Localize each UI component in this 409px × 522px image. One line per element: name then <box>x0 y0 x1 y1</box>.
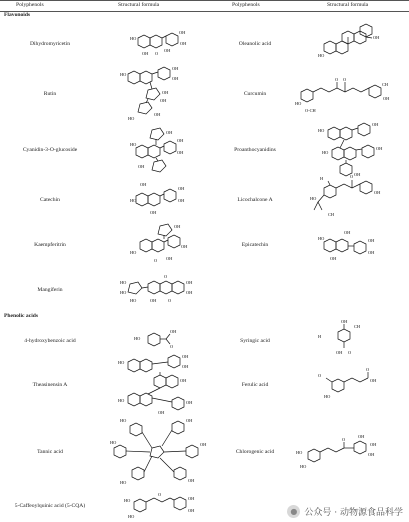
structure-licochalcone-a <box>310 172 400 220</box>
svg-text:HO: HO <box>324 394 331 399</box>
svg-text:O: O <box>158 492 162 497</box>
svg-text:OH: OH <box>138 164 145 169</box>
svg-text:OH: OH <box>336 350 343 355</box>
svg-text:HO: HO <box>120 290 127 295</box>
svg-text:OH: OH <box>344 230 351 235</box>
name-rutin: Rutin <box>43 91 57 97</box>
svg-text:OH: OH <box>164 48 171 53</box>
svg-text:OH: OH <box>358 434 365 439</box>
svg-text:OH: OH <box>177 150 184 155</box>
header-structure-left: Structural formula <box>118 2 160 8</box>
table-header <box>0 0 409 12</box>
name-ferulic-acid: Ferulic acid <box>241 382 269 388</box>
structure-theasinensin-a <box>118 352 208 418</box>
svg-text:OH: OH <box>150 298 157 303</box>
svg-text:HO: HO <box>110 440 117 445</box>
svg-text:OH: OH <box>180 41 187 46</box>
structure-5-caffeoylquinic-acid <box>124 490 204 520</box>
name-cyanidin-3-o-glucoside: Cyanidin-3-O-glucoside <box>22 147 78 153</box>
svg-text:HO: HO <box>130 36 137 41</box>
structure-chlorogenic-acid <box>296 432 396 472</box>
svg-text:OH: OH <box>170 329 177 334</box>
svg-text:HO: HO <box>322 150 329 155</box>
svg-text:OH: OH <box>178 186 185 191</box>
svg-text:HO: HO <box>300 464 307 469</box>
svg-text:HO: HO <box>120 72 127 77</box>
svg-text:OH: OH <box>186 290 193 295</box>
section-flavonoids: Flavonoids <box>4 12 31 18</box>
svg-text:OH: OH <box>172 76 179 81</box>
svg-text:OH: OH <box>181 244 188 249</box>
svg-text:OH: OH <box>370 442 377 447</box>
svg-text:O: O <box>366 367 370 372</box>
svg-text:OH: OH <box>200 442 207 447</box>
svg-text:H: H <box>318 334 322 339</box>
name-proanthocyanidins: Proanthocyanidins <box>234 147 276 153</box>
wechat-icon: ● <box>287 505 300 518</box>
svg-text:CH: CH <box>354 324 361 329</box>
name-curcumin: Curcumin <box>243 91 267 97</box>
svg-text:OH: OH <box>341 319 348 324</box>
name-catechin: Catechin <box>40 197 60 203</box>
structure-ferulic-acid <box>318 368 388 402</box>
name-5-caffeoylquinic-acid: 5-Caffeoylquinic acid (5-CQA) <box>14 503 86 509</box>
svg-text:OH: OH <box>330 256 337 261</box>
svg-text:HO: HO <box>128 116 135 121</box>
structure-dihydromyricetin <box>128 28 188 58</box>
svg-text:O: O <box>348 350 352 355</box>
name-dihydromyricetin: Dihydromyricetin <box>29 41 71 47</box>
name-kaempferitrin: Kaempferitrin <box>34 242 66 248</box>
svg-text:OH: OH <box>166 130 173 135</box>
svg-text:OH: OH <box>178 198 185 203</box>
name-mangiferin: Mangiferin <box>37 287 63 293</box>
watermark <box>287 504 403 518</box>
svg-text:O-CH: O-CH <box>305 108 316 113</box>
svg-text:OH: OH <box>186 280 193 285</box>
svg-text:HO: HO <box>118 398 125 403</box>
svg-text:O: O <box>155 51 159 56</box>
name-tannic-acid: Tannic acid <box>37 449 63 455</box>
svg-text:OH: OH <box>182 354 189 359</box>
svg-text:O: O <box>154 258 158 263</box>
svg-text:OH: OH <box>160 98 167 103</box>
svg-text:O: O <box>350 174 354 179</box>
svg-text:O: O <box>170 344 174 349</box>
svg-text:OH: OH <box>354 172 361 177</box>
svg-text:O: O <box>342 437 346 442</box>
structure-mangiferin <box>118 270 208 310</box>
svg-text:OH: OH <box>372 122 379 127</box>
svg-text:HO: HO <box>130 142 137 147</box>
header-polyphenols-right: Polyphenols <box>232 2 260 8</box>
svg-text:OH: OH <box>177 138 184 143</box>
svg-text:OH: OH <box>182 364 189 369</box>
svg-text:O: O <box>343 77 347 82</box>
svg-text:OH: OH <box>186 400 193 405</box>
svg-text:OH: OH <box>383 96 390 101</box>
svg-text:OH: OH <box>188 478 195 483</box>
svg-text:OH: OH <box>150 210 157 215</box>
svg-text:OH: OH <box>140 182 147 187</box>
svg-text:HO: HO <box>310 196 317 201</box>
svg-text:OH: OH <box>374 190 381 195</box>
svg-text:OH: OH <box>368 452 375 457</box>
svg-text:OH: OH <box>376 146 383 151</box>
svg-text:OH: OH <box>373 35 380 40</box>
structure-proanthocyanidins <box>318 120 388 180</box>
svg-text:HO: HO <box>130 198 137 203</box>
svg-text:OH: OH <box>188 508 195 513</box>
svg-text:HO: HO <box>120 280 127 285</box>
svg-text:O: O <box>164 274 168 279</box>
structure-tannic-acid <box>110 418 210 490</box>
structure-epicatechin <box>318 226 388 266</box>
svg-text:HO: HO <box>296 450 303 455</box>
name-epicatechin: Epicatechin <box>241 242 269 248</box>
structure-curcumin <box>295 78 395 114</box>
watermark-text: 公众号 · 动物源食品科学 <box>304 507 403 518</box>
svg-text:OH: OH <box>186 418 193 423</box>
svg-text:OH: OH <box>370 378 377 383</box>
svg-text:OH: OH <box>188 496 195 501</box>
svg-text:OH: OH <box>180 378 187 383</box>
svg-text:CH: CH <box>328 212 335 217</box>
name-theasinensin-a: Theasinensin A <box>32 382 68 388</box>
svg-text:O: O <box>335 77 339 82</box>
svg-text:HO: HO <box>318 53 325 58</box>
svg-text:HO: HO <box>295 101 302 106</box>
svg-text:OH: OH <box>158 410 165 415</box>
svg-text:HO: HO <box>130 250 137 255</box>
svg-text:HO: HO <box>120 418 127 423</box>
name-4-hydroxybenzoic-acid: 4-hydroxybenzoic acid <box>24 338 76 344</box>
svg-text:OH: OH <box>368 250 375 255</box>
svg-text:OH: OH <box>166 256 173 261</box>
svg-text:OH: OH <box>179 30 186 35</box>
svg-text:OH: OH <box>368 238 375 243</box>
structure-cyanidin-3-o-glucoside <box>130 124 190 176</box>
svg-text:HO: HO <box>130 298 137 303</box>
structure-oleanolic-acid <box>318 24 388 60</box>
header-structure-right: Structural formula <box>327 2 369 8</box>
name-chlorogenic-acid: Chlorogenic acid <box>235 449 275 455</box>
structure-4-hydroxybenzoic-acid <box>134 326 184 352</box>
svg-text:HO: HO <box>120 480 127 485</box>
svg-text:O: O <box>318 373 322 378</box>
svg-text:HO: HO <box>318 128 325 133</box>
svg-text:OH: OH <box>142 51 149 56</box>
svg-text:OH: OH <box>174 224 181 229</box>
structure-kaempferitrin <box>130 222 190 270</box>
svg-text:O: O <box>168 298 172 303</box>
svg-text:H: H <box>320 176 324 181</box>
structure-catechin <box>130 180 190 220</box>
svg-text:HO: HO <box>124 498 131 503</box>
section-phenolic-acids: Phenolic acids <box>4 313 39 319</box>
svg-text:HO: HO <box>118 360 125 365</box>
structure-syringic-acid <box>318 318 378 358</box>
header-polyphenols-left: Polyphenols <box>16 2 44 8</box>
name-syringic-acid: Syringic acid <box>240 338 270 344</box>
svg-text:HO: HO <box>318 236 325 241</box>
structure-rutin <box>120 64 190 124</box>
svg-text:OH: OH <box>154 112 161 117</box>
name-oleanolic-acid: Oleanolic acid <box>238 41 272 47</box>
svg-text:HO: HO <box>134 336 141 341</box>
name-licochalcone-a: Licochalcone A <box>237 197 273 203</box>
svg-text:OH: OH <box>162 90 169 95</box>
svg-text:HO: HO <box>128 514 135 519</box>
svg-text:OH: OH <box>172 66 179 71</box>
svg-text:CH: CH <box>382 82 389 87</box>
